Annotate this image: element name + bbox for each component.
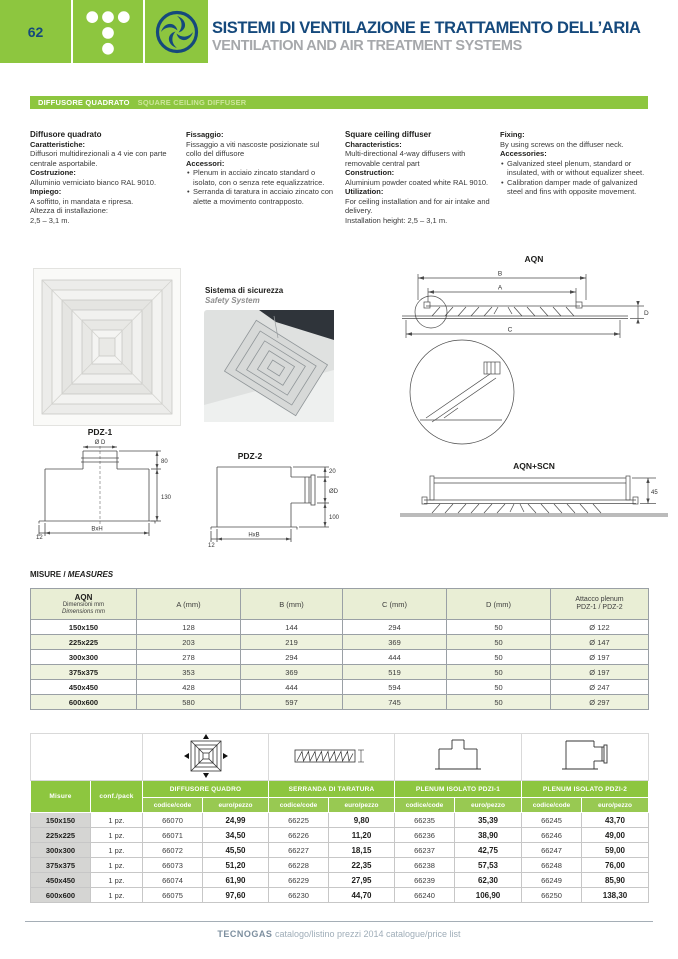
code-cell: 66225 (269, 813, 329, 828)
spec-text: Aluminium powder coated white RAL 9010. (345, 177, 489, 187)
code-header: codice/code (395, 798, 455, 813)
measures-row (31, 650, 649, 665)
code-cell: 66226 (269, 828, 329, 843)
fan-logo-block (145, 0, 208, 63)
dim-b-label: B (497, 270, 503, 278)
pack-cell: 1 pz. (91, 888, 143, 903)
code-cell: 66074 (143, 873, 203, 888)
price-cell: 42,75 (455, 843, 522, 858)
spec-text: Altezza di installazione: (30, 206, 108, 215)
measure-value: 219 (241, 635, 343, 650)
price-cell: 49,00 (582, 828, 649, 843)
plenum-pdzi2-icon (522, 734, 649, 781)
price-header: euro/pezzo (455, 798, 522, 813)
pack-header: conf./pack (91, 781, 143, 813)
size-cell: 450x450 (31, 873, 91, 888)
code-cell: 66236 (395, 828, 455, 843)
brand-logo-block (73, 0, 143, 63)
pricing-row (31, 858, 649, 873)
pricing-row (31, 813, 649, 828)
tecnogas-t-logo-icon (82, 7, 134, 57)
spec-label: Utilization: (345, 187, 384, 196)
spec-label: Construction: (345, 168, 395, 177)
dim-c-label: C (507, 326, 513, 334)
spec-heading: Square ceiling diffuser (345, 130, 432, 139)
code-cell: 66071 (143, 828, 203, 843)
spec-text: Diffusori multidirezionali a 4 vie con parte centrale asportabile. (30, 149, 167, 168)
pdz1-h2-label: 130 (161, 495, 172, 501)
dim-d-label: D (644, 310, 649, 317)
measures-table (30, 588, 649, 710)
plenum-pdzi1-icon (395, 734, 522, 781)
safety-title-it: Sistema di sicurezza (205, 286, 284, 295)
measure-value: Ø 147 (551, 635, 649, 650)
measure-value: 203 (137, 635, 241, 650)
pricing-row (31, 888, 649, 903)
pdz2-diameter-label: ØD (329, 489, 338, 495)
pdz1-drawing (33, 437, 181, 540)
code-cell: 66073 (143, 858, 203, 873)
price-cell: 22,35 (329, 858, 395, 873)
spec-label: Costruzione: (30, 168, 76, 177)
dim-a-label: A (497, 284, 503, 292)
code-cell: 66072 (143, 843, 203, 858)
measure-value: 745 (343, 695, 447, 710)
spec-label: Impiego: (30, 187, 62, 196)
code-cell: 66227 (269, 843, 329, 858)
aqn-figure-label: AQN (524, 254, 544, 264)
code-cell: 66247 (522, 843, 582, 858)
measure-value: 444 (343, 650, 447, 665)
price-cell: 35,39 (455, 813, 522, 828)
measure-value: 50 (447, 695, 551, 710)
measure-value: 444 (241, 680, 343, 695)
spec-heading: Diffusore quadrato (30, 130, 102, 139)
pdz1-h1-label: 80 (161, 459, 168, 465)
spec-text: By using screws on the diffuser neck. (500, 139, 624, 149)
pdz1-diameter-label: Ø D (94, 440, 106, 446)
code-cell: 66070 (143, 813, 203, 828)
spec-column-en-1 (345, 130, 493, 225)
spec-label: Fixing: (500, 130, 525, 139)
group-header-serranda: SERRANDA DI TARATURA (269, 781, 395, 798)
pack-cell: 1 pz. (91, 873, 143, 888)
size-cell: 375x375 (31, 858, 91, 873)
safety-system-photo (204, 310, 334, 422)
measure-value: Ø 197 (551, 650, 649, 665)
code-cell: 66075 (143, 888, 203, 903)
spec-text: Alluminio verniciato bianco RAL 9010. (30, 177, 157, 187)
measures-row (31, 665, 649, 680)
measures-row (31, 695, 649, 710)
price-cell: 44,70 (329, 888, 395, 903)
code-header: codice/code (143, 798, 203, 813)
measures-header-c: C (mm) (343, 589, 447, 620)
price-cell: 57,53 (455, 858, 522, 873)
diffuser-photo (33, 268, 181, 426)
price-cell: 97,60 (203, 888, 269, 903)
spec-text: Installation height: 2,5 – 3,1 m. (345, 215, 448, 225)
price-cell: 34,50 (203, 828, 269, 843)
measures-heading (30, 570, 113, 579)
fan-icon (154, 9, 200, 55)
price-cell: 138,30 (582, 888, 649, 903)
price-cell: 51,20 (203, 858, 269, 873)
measures-header-a: A (mm) (137, 589, 241, 620)
code-cell: 66229 (269, 873, 329, 888)
code-cell: 66238 (395, 858, 455, 873)
section-title-it: DIFFUSORE QUADRATO (38, 98, 130, 107)
aqn-drawing (398, 268, 670, 456)
measure-value: Ø 122 (551, 620, 649, 635)
page-number: 62 (27, 23, 44, 40)
pdz2-drawing (205, 461, 345, 549)
diffuser-top-icon (143, 734, 269, 781)
measure-value: 50 (447, 635, 551, 650)
pdz2-width-label: HxB (248, 532, 260, 539)
measure-value: 597 (241, 695, 343, 710)
pricing-group-header-row (31, 781, 649, 798)
measure-value: Ø 197 (551, 665, 649, 680)
spec-text: Multi-directional 4-way diffusers with removable central part (345, 149, 466, 168)
measure-value: 369 (343, 635, 447, 650)
spec-column-it-1 (30, 130, 180, 225)
size-cell: 150x150 (31, 813, 91, 828)
measure-value: Ø 247 (551, 680, 649, 695)
code-cell: 66230 (269, 888, 329, 903)
price-header: euro/pezzo (582, 798, 649, 813)
measure-value: 294 (241, 650, 343, 665)
pricing-table (30, 733, 649, 903)
price-cell: 85,90 (582, 873, 649, 888)
pricing-icons-row (31, 734, 649, 781)
price-cell: 76,00 (582, 858, 649, 873)
pdz2-flange-label: 12 (208, 543, 215, 549)
measures-header-b: B (mm) (241, 589, 343, 620)
pack-cell: 1 pz. (91, 813, 143, 828)
price-cell: 18,15 (329, 843, 395, 858)
spec-label: Caratteristiche: (30, 139, 86, 149)
footer-divider (25, 921, 653, 922)
code-cell: 66250 (522, 888, 582, 903)
size-cell: 150x150 (31, 620, 137, 635)
measure-value: 428 (137, 680, 241, 695)
section-title-en: SQUARE CEILING DIFFUSER (137, 98, 247, 107)
spec-column-en-2 (500, 130, 648, 197)
measures-header-model: AQN Dimensioni mm Dimensions mm (31, 589, 137, 620)
pdz2-figure-label: PDZ-2 (237, 451, 263, 461)
price-cell: 9,80 (329, 813, 395, 828)
price-header: euro/pezzo (203, 798, 269, 813)
pdz2-h1-label: 20 (329, 469, 336, 475)
measure-value: 50 (447, 620, 551, 635)
code-header: codice/code (269, 798, 329, 813)
pdz2-h2-label: 100 (329, 515, 340, 521)
aqnscn-figure-label: AQN+SCN (513, 461, 555, 471)
measure-value: 294 (343, 620, 447, 635)
measures-row (31, 635, 649, 650)
measure-value: 519 (343, 665, 447, 680)
measures-row (31, 680, 649, 695)
measure-value: 353 (137, 665, 241, 680)
spec-bullet: • Serranda di taratura in acciaio zincato con alette a movimento contrapposto. (186, 187, 336, 206)
spec-text: Fissaggio a viti nascoste posizionate sul collo del diffusore (186, 139, 320, 158)
measure-value: 369 (241, 665, 343, 680)
measures-header-plenum: Attacco plenum PDZ-1 / PDZ-2 (551, 589, 649, 620)
aqnscn-height-label: 45 (651, 490, 658, 496)
icons-empty-cell (31, 734, 143, 781)
code-cell: 66246 (522, 828, 582, 843)
measure-value: 50 (447, 650, 551, 665)
aqnscn-drawing (400, 472, 668, 524)
spec-bullet: • Galvanized steel plenum, standard or insulated, with or without equalizer sheet. (500, 159, 648, 178)
price-cell: 27,95 (329, 873, 395, 888)
size-cell: 225x225 (31, 828, 91, 843)
measure-value: 50 (447, 665, 551, 680)
spec-label: Fissaggio: (186, 130, 224, 139)
size-cell: 600x600 (31, 888, 91, 903)
group-header-plenum2: PLENUM ISOLATO PDZI-2 (522, 781, 649, 798)
measures-title-en: MEASURES (67, 570, 114, 579)
code-header: codice/code (522, 798, 582, 813)
price-cell: 43,70 (582, 813, 649, 828)
size-cell: 600x600 (31, 695, 137, 710)
code-cell: 66248 (522, 858, 582, 873)
page-number-block (0, 0, 71, 63)
footer (0, 929, 678, 939)
spec-label: Characteristics: (345, 139, 402, 149)
spec-text: For ceiling installation and for air intake and delivery. (345, 196, 490, 215)
group-header-plenum1: PLENUM ISOLATO PDZI-1 (395, 781, 522, 798)
pricing-row (31, 873, 649, 888)
code-cell: 66240 (395, 888, 455, 903)
pdz1-figure-label: PDZ-1 (87, 427, 113, 437)
spec-text: A soffitto, in mandata e ripresa. (30, 196, 134, 206)
measures-header-row (31, 589, 649, 620)
spec-label: Accessories: (500, 149, 547, 158)
code-cell: 66235 (395, 813, 455, 828)
damper-icon (269, 734, 395, 781)
size-cell: 450x450 (31, 680, 137, 695)
code-cell: 66245 (522, 813, 582, 828)
footer-text: catalogo/listino prezzi 2014 catalogue/price list (274, 929, 461, 939)
pdz1-flange-label: 12 (36, 535, 43, 540)
measure-value: Ø 297 (551, 695, 649, 710)
spec-column-it-2 (186, 130, 336, 206)
price-header: euro/pezzo (329, 798, 395, 813)
footer-brand: TECNOGAS (217, 929, 273, 939)
page-title: SISTEMI DI VENTILAZIONE E TRATTAMENTO DELL’ARIA (212, 19, 641, 37)
code-cell: 66239 (395, 873, 455, 888)
code-cell: 66237 (395, 843, 455, 858)
size-cell: 300x300 (31, 650, 137, 665)
price-cell: 61,90 (203, 873, 269, 888)
pricing-row (31, 828, 649, 843)
spec-text: 2,5 – 3,1 m. (30, 215, 70, 225)
misure-header: Misure (31, 781, 91, 813)
measure-value: 50 (447, 680, 551, 695)
size-cell: 375x375 (31, 665, 137, 680)
measure-value: 144 (241, 620, 343, 635)
price-cell: 62,30 (455, 873, 522, 888)
page-subtitle: VENTILATION AND AIR TREATMENT SYSTEMS (212, 38, 522, 54)
measure-value: 278 (137, 650, 241, 665)
pack-cell: 1 pz. (91, 843, 143, 858)
pack-cell: 1 pz. (91, 828, 143, 843)
measure-value: 580 (137, 695, 241, 710)
measures-header-d: D (mm) (447, 589, 551, 620)
section-bar (30, 96, 648, 109)
measures-title-it: MISURE / (30, 570, 66, 579)
pdz1-width-label: BxH (91, 526, 103, 533)
price-cell: 59,00 (582, 843, 649, 858)
price-cell: 38,90 (455, 828, 522, 843)
code-cell: 66228 (269, 858, 329, 873)
price-cell: 106,90 (455, 888, 522, 903)
price-cell: 24,99 (203, 813, 269, 828)
size-cell: 225x225 (31, 635, 137, 650)
size-cell: 300x300 (31, 843, 91, 858)
measure-value: 128 (137, 620, 241, 635)
spec-bullet: • Calibration damper made of galvanized steel and fins with opposite movement. (500, 178, 648, 197)
code-cell: 66249 (522, 873, 582, 888)
measures-row (31, 620, 649, 635)
spec-label: Accessori: (186, 158, 225, 168)
safety-title-en: Safety System (205, 296, 260, 305)
price-cell: 45,50 (203, 843, 269, 858)
pricing-row (31, 843, 649, 858)
group-header-diffusore: DIFFUSORE QUADRO (143, 781, 269, 798)
price-cell: 11,20 (329, 828, 395, 843)
spec-bullet: • Plenum in acciaio zincato standard o isolato, con o senza rete equalizzatrice. (186, 168, 336, 187)
pack-cell: 1 pz. (91, 858, 143, 873)
measure-value: 594 (343, 680, 447, 695)
